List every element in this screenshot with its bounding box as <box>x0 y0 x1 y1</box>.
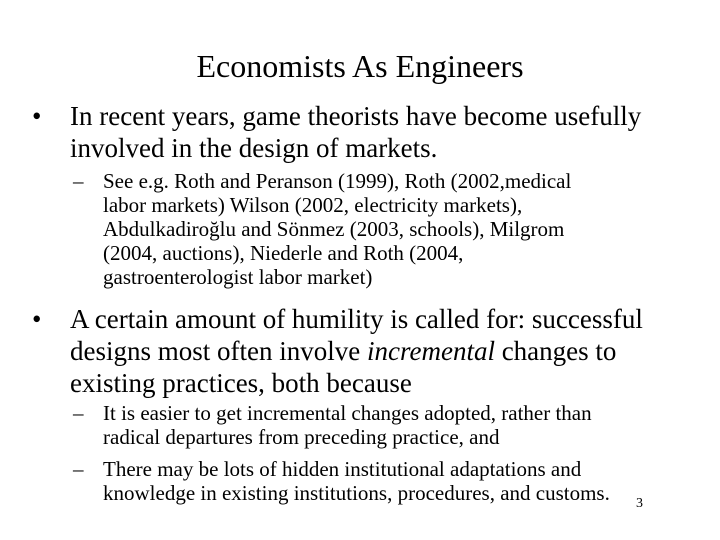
sub-bullet-1-line-4: (2004, auctions), Niederle and Roth (2004, <box>103 241 464 265</box>
sub-bullet-2-line-1: It is easier to get incremental changes adopted, rather than <box>103 401 592 425</box>
bullet-2-line-2-post: changes to <box>494 336 617 366</box>
bullet-2-emphasis: incremental <box>366 336 495 366</box>
sub-bullet-1-line-5: gastroenterologist labor market) <box>103 265 373 289</box>
sub-bullet-1-line-2: labor markets) Wilson (2002, electricity markets), <box>103 193 523 217</box>
bullet-2-line-2 <box>70 335 710 367</box>
sub-bullet-marker: – <box>73 457 84 481</box>
page-number: 3 <box>636 496 643 511</box>
sub-bullet-marker: – <box>73 401 84 425</box>
bullet-marker: • <box>32 101 42 131</box>
bullet-1-line-2: involved in the design of markets. <box>70 133 438 163</box>
sub-bullet-2-line-2: radical departures from preceding practice, and <box>103 425 500 449</box>
sub-bullet-1-line-1: See e.g. Roth and Peranson (1999), Roth (2002,medical <box>103 169 572 193</box>
bullet-2-line-3: existing practices, both because <box>70 368 412 398</box>
sub-bullet-3 <box>73 457 713 505</box>
bullet-2 <box>32 303 710 399</box>
bullet-1 <box>32 100 710 164</box>
sub-bullet-2 <box>73 401 713 449</box>
bullet-2-line-1: A certain amount of humility is called for: successful <box>70 304 643 334</box>
sub-bullet-3-line-2: knowledge in existing institutions, procedures, and customs. <box>103 481 610 505</box>
bullet-marker: • <box>32 304 42 334</box>
sub-bullet-1-line-3: Abdulkadiroğlu and Sönmez (2003, schools), Milgrom <box>103 217 565 241</box>
sub-bullet-3-line-1: There may be lots of hidden institutional adaptations and <box>103 457 582 481</box>
sub-bullet-1 <box>73 169 713 289</box>
sub-bullet-marker: – <box>73 169 84 193</box>
slide-title: Economists As Engineers <box>196 48 524 84</box>
bullet-1-line-1: In recent years, game theorists have become usefully <box>70 101 642 131</box>
bullet-2-line-2-pre: designs most often involve <box>70 336 367 366</box>
